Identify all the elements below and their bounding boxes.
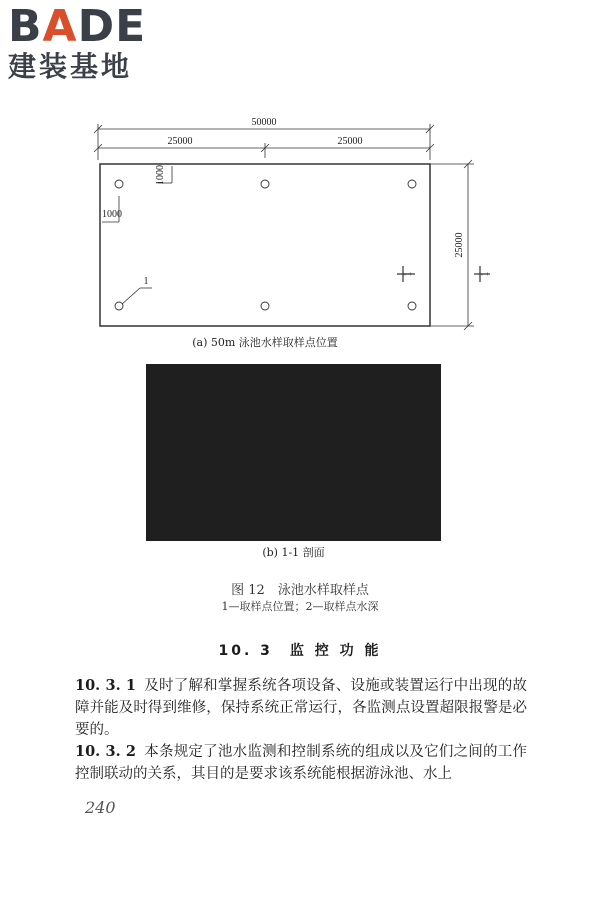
dim-half-right: 25000 bbox=[337, 136, 363, 147]
sample-points bbox=[115, 180, 416, 310]
paragraph: 10. 3. 2 本条规定了池水监测和控制系统的组成以及它们之间的工作控制联动的关系，其目的是要求该系统能根据游泳池、水上 bbox=[75, 743, 527, 782]
sample-point bbox=[408, 302, 416, 310]
dim-height: 25000 bbox=[454, 232, 465, 258]
dim-half-left: 25000 bbox=[167, 136, 193, 147]
section-photo bbox=[146, 364, 441, 541]
sample-point bbox=[261, 180, 269, 188]
logo-wordmark: BADE bbox=[8, 1, 147, 52]
dim-offset-top: 1000 bbox=[155, 165, 166, 185]
figure-legend: 1—取样点位置；2—取样点水深 bbox=[221, 600, 379, 613]
dim-offset-left: 1000 bbox=[102, 209, 122, 220]
section-mark: 1 bbox=[403, 271, 414, 277]
sample-point bbox=[261, 302, 269, 310]
logo-subtitle: 建装基地 bbox=[8, 50, 133, 83]
leader-label: 1 bbox=[143, 276, 149, 287]
sample-point bbox=[115, 180, 123, 188]
figure-title: 图 12 泳池水样取样点 bbox=[231, 583, 369, 598]
section-mark: 1 bbox=[480, 271, 491, 277]
paragraph: 10. 3. 1 及时了解和掌握系统各项设备、设施或装置运行中出现的故障并能及时得到维修，保持系统正常运行，各监测点设置超限报警是必要的。 bbox=[75, 677, 527, 738]
sample-point bbox=[408, 180, 416, 188]
dim-total: 50000 bbox=[251, 117, 277, 128]
page-number: 240 bbox=[85, 798, 116, 817]
section-heading: 10. 3 监 控 功 能 bbox=[218, 643, 382, 659]
pool-sampling-diagram bbox=[0, 0, 600, 340]
caption-b: (b) 1-1 剖面 bbox=[262, 546, 325, 559]
caption-a: (a) 50m 泳池水样取样点位置 bbox=[192, 336, 338, 349]
sample-point bbox=[115, 302, 123, 310]
